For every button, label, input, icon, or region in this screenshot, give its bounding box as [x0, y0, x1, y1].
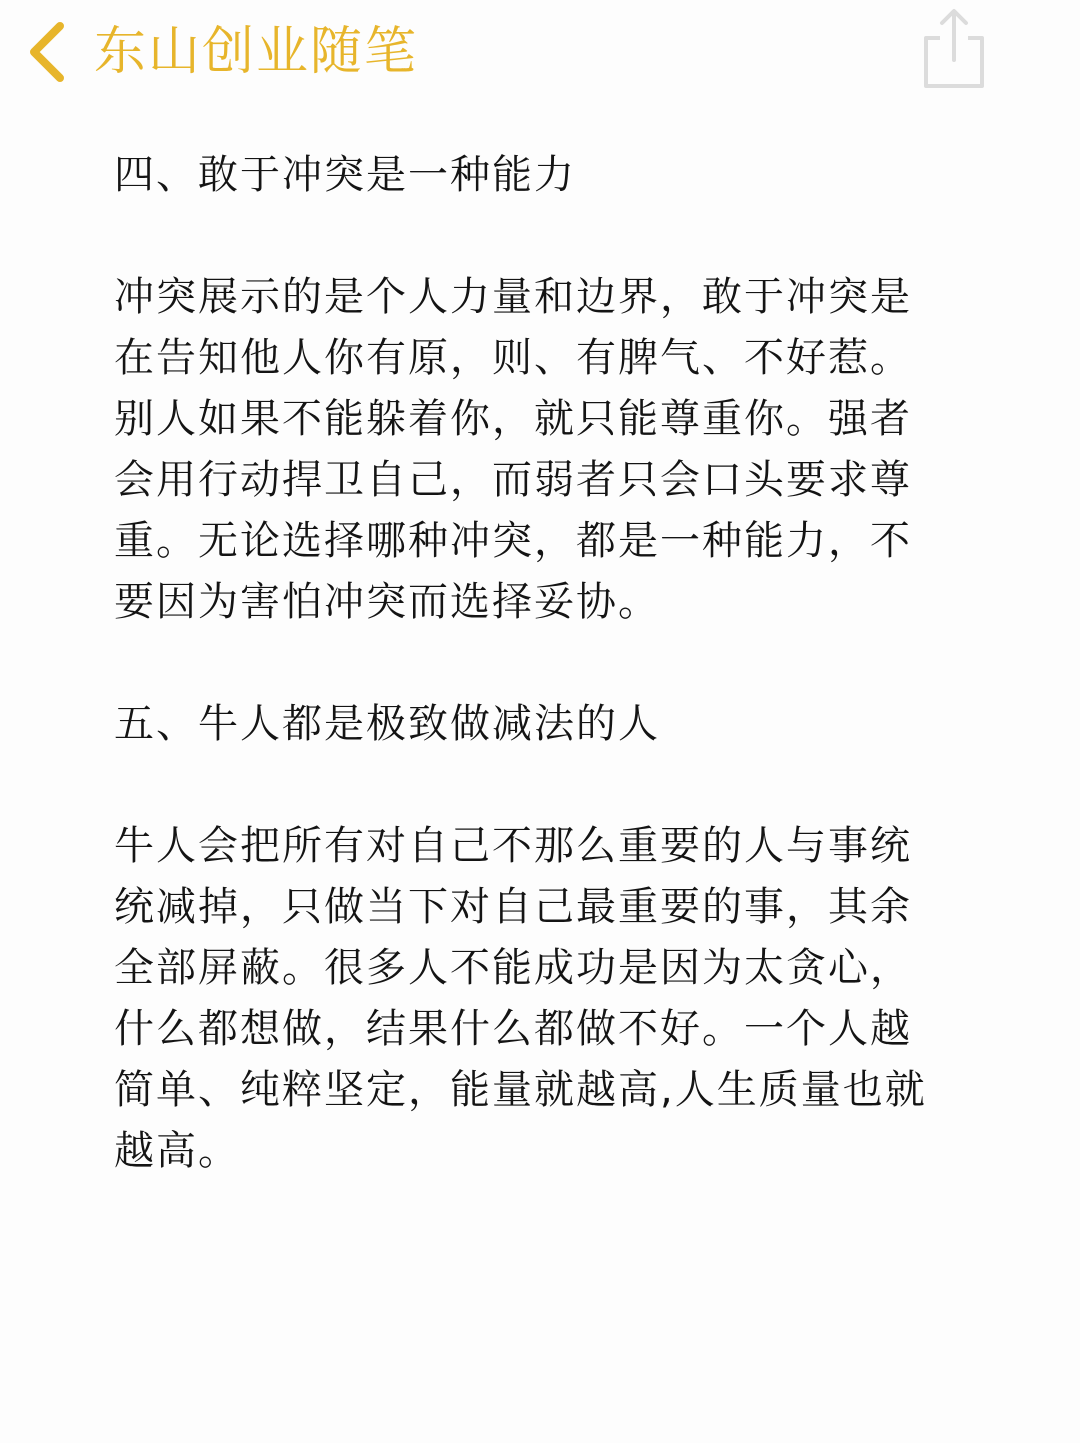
- note-line: 会用行动捍卫自己，而弱者只会口头要求尊: [114, 457, 912, 503]
- note-line: 牛人会把所有对自己不那么重要的人与事统: [114, 823, 912, 869]
- note-line: 别人如果不能躲着你，就只能尊重你。强者: [114, 396, 912, 442]
- note-body: [114, 145, 974, 1182]
- note-line: 要因为害怕冲突而选择妥协。: [114, 579, 660, 625]
- back-button[interactable]: [22, 10, 418, 94]
- note-line: 简单、纯粹坚定，能量就越高,人生质量也就: [114, 1067, 927, 1113]
- note-line: 冲突展示的是个人力量和边界，敢于冲突是: [114, 274, 912, 320]
- note-line: 四、敢于冲突是一种能力: [114, 152, 576, 198]
- note-line: 重。无论选择哪种冲突，都是一种能力，不: [114, 518, 912, 564]
- chevron-left-icon: [22, 20, 70, 84]
- share-button[interactable]: [916, 6, 992, 92]
- share-icon: [916, 6, 992, 92]
- paragraph-spacer: [114, 755, 974, 816]
- paragraph-spacer: [114, 633, 974, 694]
- note-line: 什么都想做，结果什么都做不好。一个人越: [114, 1006, 912, 1052]
- note-line: 在告知他人你有原，则、有脾气、不好惹。: [114, 335, 912, 381]
- note-line: 五、牛人都是极致做减法的人: [114, 701, 660, 747]
- note-line: 统减掉，只做当下对自己最重要的事，其余: [114, 884, 912, 930]
- note-line: 越高。: [114, 1128, 240, 1174]
- note-line: 全部屏蔽。很多人不能成功是因为太贪心，: [114, 945, 912, 991]
- nav-bar: [0, 0, 1080, 110]
- paragraph-spacer: [114, 206, 974, 267]
- back-title: 东山创业随笔: [94, 22, 419, 82]
